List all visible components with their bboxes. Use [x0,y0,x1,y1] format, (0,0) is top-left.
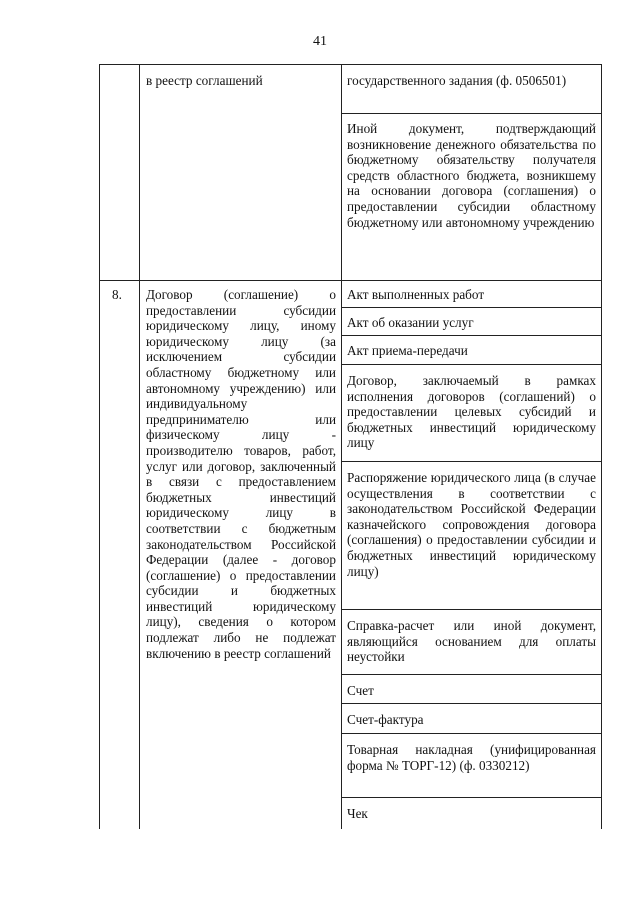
document-cell: Иной документ, подтверждающий возникновение денежного обязательства по бюджетному обязательству получателя средств областного бюджета, возникшему на основании договора (соглашения) о предоставлении субсидии областному бюджетному или автономному учреждению [347,121,596,230]
row-separator [99,280,602,281]
doc-separator [341,703,602,704]
document-cell: Акт приема-передачи [347,343,468,358]
document-cell: Договор, заключаемый в рамках исполнения договоров (соглашений) о предоставлении целевых субсидий и бюджетных инвестиций юридическому лицу [347,373,596,451]
continued-row-description: в реестр соглашений [146,73,263,88]
doc-separator [341,113,602,114]
document-cell: государственного задания (ф. 0506501) [347,73,567,88]
document-cell: Акт об оказании услуг [347,315,474,330]
row-8-description: Договор (соглашение) о предоставлении субсидии юридическому лицу, иному юридическому лицу (за исключением субсидии областному бюджетному или автономному учреждению) или индивидуальному предпринимателю или физическому лицу - производителю товаров, работ, услуг или договор, заключенный в связи с предоставлением бюджетных инвестиций юридическому лицу в соответствии с бюджетным законодательством Российской Федерации (далее - договор (соглашение) о предоставлении субсидии и бюджетных инвестиций юридическому лицу), сведения о котором подлежат либо не подлежат включению в реестр соглашений [146,287,336,661]
table-border-col2 [341,64,342,829]
document-cell: Чек [347,806,368,821]
table-border-top [99,64,602,65]
doc-separator [341,364,602,365]
table-border-col1 [139,64,140,829]
doc-separator [341,335,602,336]
doc-separator [341,461,602,462]
document-cell: Товарная накладная (унифицированная форма № ТОРГ-12) (ф. 0330212) [347,742,596,773]
table-border-right [601,64,602,829]
document-cell: Счет-фактура [347,712,424,727]
document-cell: Справка-расчет или иной документ, являющийся основанием для оплаты неустойки [347,618,596,665]
table-border-left [99,64,100,829]
page-number: 41 [313,34,327,49]
document-cell: Счет [347,683,374,698]
doc-separator [341,797,602,798]
doc-separator [341,674,602,675]
document-cell: Акт выполненных работ [347,287,485,302]
row-number: 8. [112,287,122,302]
document-cell: Распоряжение юридического лица (в случае осуществления в соответствии с законодательством Российской Федерации казначейского сопровождения договора (соглашения) о предоставлении субсидии и бюджетных инвестиций юридическому лицу) [347,470,596,579]
doc-separator [341,609,602,610]
doc-separator [341,733,602,734]
doc-separator [341,307,602,308]
